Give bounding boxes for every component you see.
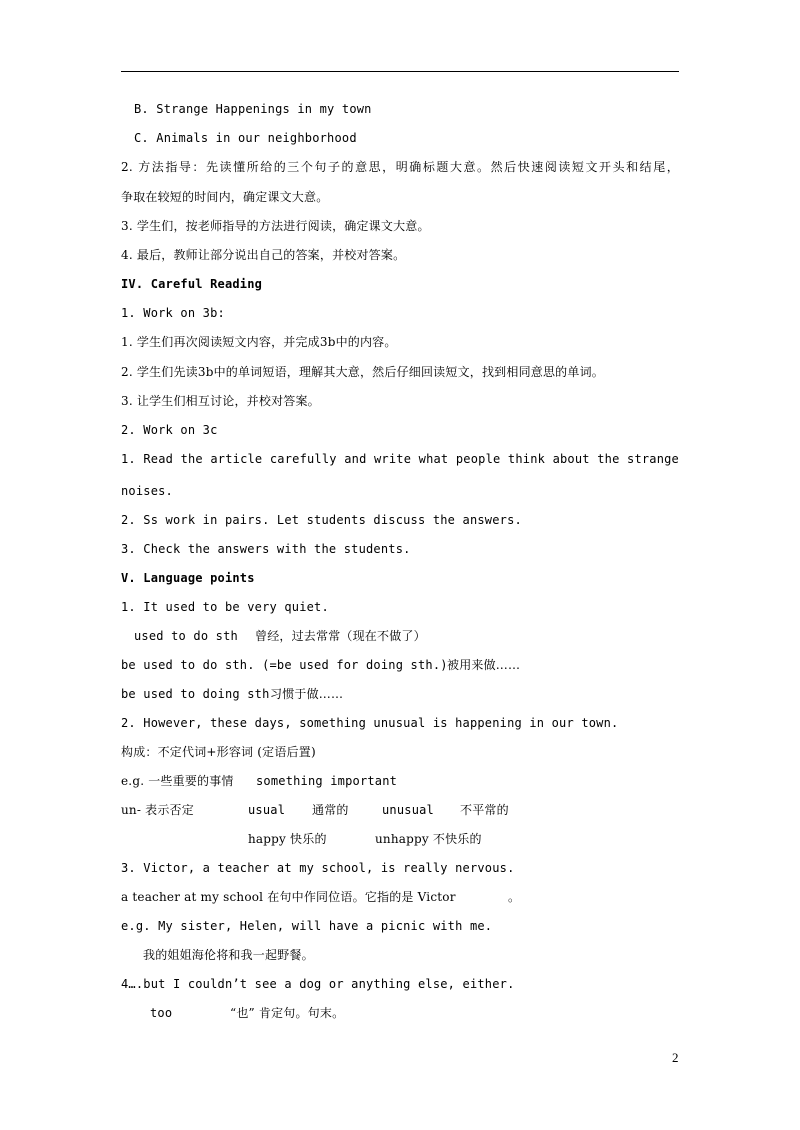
point-1-phrase-a: used to do sth xyxy=(134,629,238,643)
point-3-explanation: a teacher at my school 在句中作同位语。它指的是 Victor xyxy=(121,890,456,904)
page-number: 2 xyxy=(672,1050,679,1065)
prefix-un: un- 表示否定 xyxy=(121,803,194,817)
step-3: 3. 学生们，按老师指导的方法进行阅读，确定课文大意。 xyxy=(121,219,430,233)
point-1-meaning-b: 被用来做…… xyxy=(447,658,521,672)
point-3-example-cn: 我的姐姐海伦将和我一起野餐。 xyxy=(143,948,314,962)
3b-step-2: 2. 学生们先读3b中的单词短语，理解其大意，然后仔细回读短文，找到相同意思的单词。 xyxy=(121,365,604,379)
step-4: 4. 最后，教师让部分说出自己的答案，并校对答案。 xyxy=(121,248,406,262)
word-usual: usual xyxy=(248,803,286,817)
point-3-example-en: e.g. My sister, Helen, will have a picnic with me. xyxy=(121,919,493,933)
point-3-explanation-end: 。 xyxy=(508,890,521,904)
word-unusual: unusual xyxy=(382,803,434,817)
point-2-example-en: something important xyxy=(256,774,398,788)
method-guide-cont: 争取在较短的时间内，确定课文大意。 xyxy=(121,190,329,204)
point-1: 1. It used to be very quiet. xyxy=(121,600,329,614)
3c-step-3: 3. Check the answers with the students. xyxy=(121,542,411,556)
point-4: 4….but I couldn’t see a dog or anything else, either. xyxy=(121,977,515,991)
word-happy: happy 快乐的 xyxy=(248,832,327,846)
point-1-phrase-b: be used to do sth. (=be used for doing sth.) xyxy=(121,658,448,672)
option-b: B. Strange Happenings in my town xyxy=(134,102,372,116)
3b-step-3: 3. 让学生们相互讨论，并校对答案。 xyxy=(121,394,320,408)
point-2-structure: 构成：不定代词+形容词 (定语后置) xyxy=(121,745,316,759)
point-1-meaning-c: 习惯于做…… xyxy=(270,687,344,701)
3b-step-1: 1. 学生们再次阅读短文内容，并完成3b中的内容。 xyxy=(121,335,397,349)
point-4-note: “也” 肯定句。句末。 xyxy=(230,1006,345,1020)
header-rule xyxy=(121,71,679,72)
point-4-word-too: too xyxy=(150,1006,173,1020)
work-on-3c: 2. Work on 3c xyxy=(121,423,218,437)
point-3: 3. Victor, a teacher at my school, is really nervous. xyxy=(121,861,515,875)
point-1-phrase-c: be used to doing sth xyxy=(121,687,270,701)
3c-step-2: 2. Ss work in pairs. Let students discuss the answers. xyxy=(121,513,522,527)
point-2: 2. However, these days, something unusual is happening in our town. xyxy=(121,716,619,730)
3c-step-1-cont: noises. xyxy=(121,484,173,498)
word-unhappy: unhappy 不快乐的 xyxy=(375,832,482,846)
word-usual-meaning: 通常的 xyxy=(312,803,349,817)
3c-step-1: 1. Read the article carefully and write what people think about the strange xyxy=(121,452,679,466)
point-1-meaning-a: 曾经，过去常常（现在不做了） xyxy=(255,629,426,643)
method-guide: 2. 方法指导：先读懂所给的三个句子的意思，明确标题大意。然后快速阅读短文开头和结尾， xyxy=(121,160,679,174)
option-c: C. Animals in our neighborhood xyxy=(134,131,357,145)
section-heading-careful-reading: IV. Careful Reading xyxy=(121,277,263,291)
point-2-example-cn: e.g. 一些重要的事情 xyxy=(121,774,234,788)
section-heading-language-points: V. Language points xyxy=(121,571,255,585)
work-on-3b: 1. Work on 3b: xyxy=(121,306,225,320)
word-unusual-meaning: 不平常的 xyxy=(460,803,509,817)
